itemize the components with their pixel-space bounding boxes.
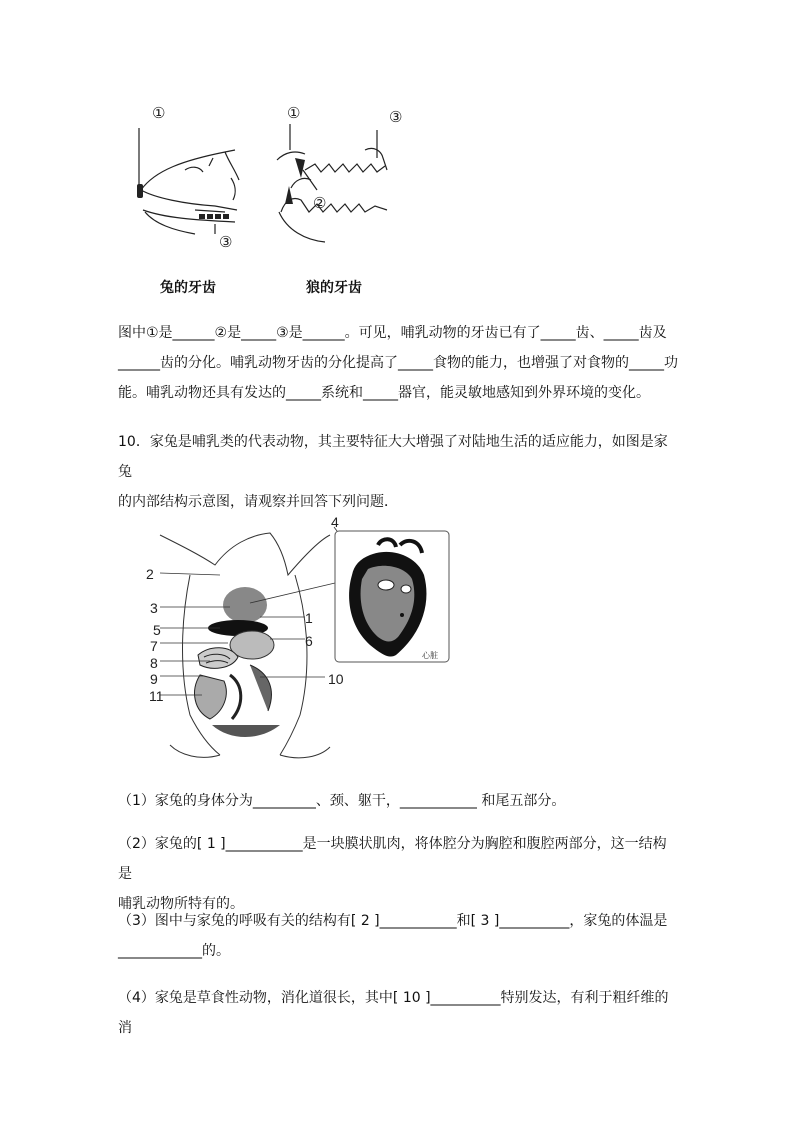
- wolf-mark-2: ②: [313, 196, 327, 212]
- wolf-mark-3: ③: [389, 110, 403, 126]
- rabbit-mark-1: ①: [152, 106, 166, 122]
- wolf-teeth-caption: 狼的牙齿: [306, 280, 362, 296]
- heart-caption: 心脏: [422, 651, 438, 660]
- teeth-question: [118, 318, 678, 408]
- question-10: [118, 427, 678, 517]
- label-11: 11: [149, 688, 164, 704]
- label-5: 5: [153, 622, 161, 638]
- subquestion-2-line2: 哺乳动物所特有的。: [118, 896, 244, 912]
- wolf-mark-1: ①: [287, 106, 301, 122]
- teeth-question-line2: ______齿的分化。哺乳动物牙齿的分化提高了_____食物的能力，也增强了对食物的_____功: [118, 355, 678, 371]
- question-10-line1: 10．家兔是哺乳类的代表动物，其主要特征大大增强了对陆地生活的适应能力，如图是家兔: [118, 434, 668, 480]
- label-9: 9: [150, 671, 158, 687]
- label-8: 8: [150, 655, 158, 671]
- rabbit-teeth: [137, 184, 229, 219]
- subquestion-3-line2: ____________的。: [118, 943, 230, 959]
- subquestion-4: [118, 983, 678, 1043]
- subquestion-3-line1: （3）图中与家兔的呼吸有关的结构有[ 2 ]___________和[ 3 ]__________，家兔的体温是: [118, 913, 668, 929]
- subquestion-1-text: （1）家兔的身体分为_________、颈、躯干，___________ 和尾五部分。: [118, 793, 566, 809]
- subquestion-3: [118, 906, 678, 966]
- label-3: 3: [150, 600, 158, 616]
- question-10-line2: 的内部结构示意图，请观察并回答下列问题．: [118, 494, 398, 510]
- teeth-question-line1: 图中①是______②是_____③是______。可见，哺乳动物的牙齿已有了_____齿、_____齿及: [118, 325, 667, 341]
- label-10: 10: [328, 671, 344, 687]
- label-1: 1: [305, 610, 313, 626]
- subquestion-1: [118, 786, 678, 816]
- label-7: 7: [150, 638, 158, 654]
- rabbit-mark-3: ③: [219, 235, 233, 251]
- rabbit-teeth-caption: 兔的牙齿: [160, 280, 216, 296]
- wolf-skull-drawing: [277, 124, 387, 242]
- teeth-question-line3: 能。哺乳动物还具有发达的_____系统和_____器官，能灵敏地感知到外界环境的变化。: [118, 385, 650, 401]
- teeth-drawing: [125, 100, 425, 270]
- subquestion-2-line1: （2）家兔的[ 1 ]___________是一块膜状肌肉，将体腔分为胸腔和腹腔两部分，这一结构是: [118, 836, 667, 882]
- subquestion-4-line1: （4）家兔是草食性动物，消化道很长，其中[ 10 ]__________特别发达，有利于粗纤维的消: [118, 990, 669, 1036]
- wolf-teeth: [285, 158, 305, 204]
- label-4: 4: [331, 514, 339, 530]
- rabbit-organs: [195, 587, 280, 737]
- rabbit-anatomy-drawing: [120, 515, 460, 770]
- label-2: 2: [146, 566, 154, 582]
- label-6: 6: [305, 633, 313, 649]
